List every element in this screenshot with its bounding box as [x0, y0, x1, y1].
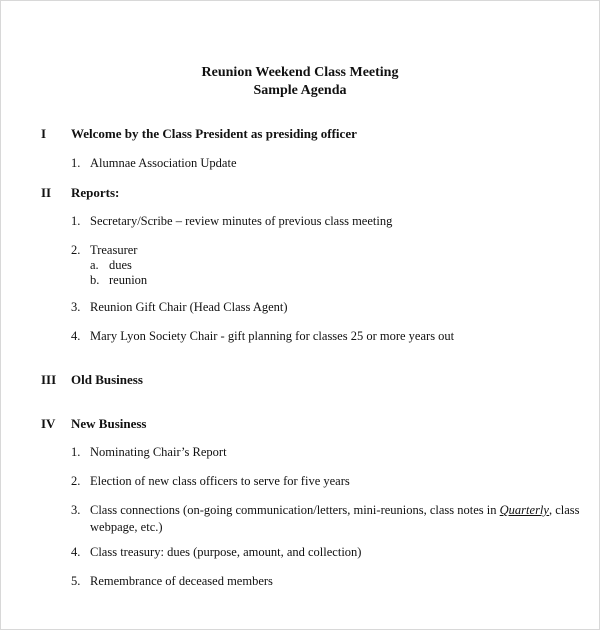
document-subtitle: Sample Agenda [253, 83, 347, 98]
item-number: 1. [71, 156, 81, 170]
section-numeral: IV [41, 416, 56, 431]
section-heading: Reports: [71, 185, 120, 200]
item-number: 1. [71, 214, 81, 228]
agenda-item [90, 502, 580, 536]
agenda-item: Election of new class officers to serve for five years [90, 474, 350, 488]
item-number: 3. [71, 503, 81, 517]
section-heading: Welcome by the Class President as presiding officer [71, 126, 357, 141]
subitem: reunion [109, 273, 148, 287]
agenda-item: Treasurer [90, 243, 138, 257]
quarterly-publication-title: Quarterly [499, 503, 549, 517]
agenda-item: Reunion Gift Chair (Head Class Agent) [90, 300, 288, 314]
item-text-part: , class webpage, etc.) [90, 503, 580, 534]
subitem: dues [109, 258, 132, 272]
item-number: 5. [71, 574, 81, 588]
item-number: 2. [71, 243, 81, 257]
agenda-item: Nominating Chair’s Report [90, 445, 227, 459]
section-numeral: II [41, 185, 52, 200]
agenda-item: Mary Lyon Society Chair - gift planning for classes 25 or more years out [90, 329, 455, 343]
item-text-part: Class connections (on-going communication/letters, mini-reunions, class notes in [90, 503, 500, 517]
item-number: 3. [71, 300, 81, 314]
agenda-item: Alumnae Association Update [90, 156, 237, 170]
section-numeral: I [41, 126, 47, 141]
document-title: Reunion Weekend Class Meeting [201, 65, 399, 80]
agenda-item: Secretary/Scribe – review minutes of previous class meeting [90, 214, 393, 228]
item-number: 4. [71, 545, 81, 559]
item-number: 4. [71, 329, 81, 343]
section-heading: Old Business [71, 372, 143, 387]
agenda-item: Remembrance of deceased members [90, 574, 273, 588]
subitem-letter: a. [90, 258, 99, 272]
item-number: 2. [71, 474, 81, 488]
item-number: 1. [71, 445, 81, 459]
section-heading: New Business [71, 416, 147, 431]
section-numeral: III [41, 372, 57, 387]
agenda-item: Class treasury: dues (purpose, amount, and collection) [90, 545, 362, 559]
subitem-letter: b. [90, 273, 100, 287]
